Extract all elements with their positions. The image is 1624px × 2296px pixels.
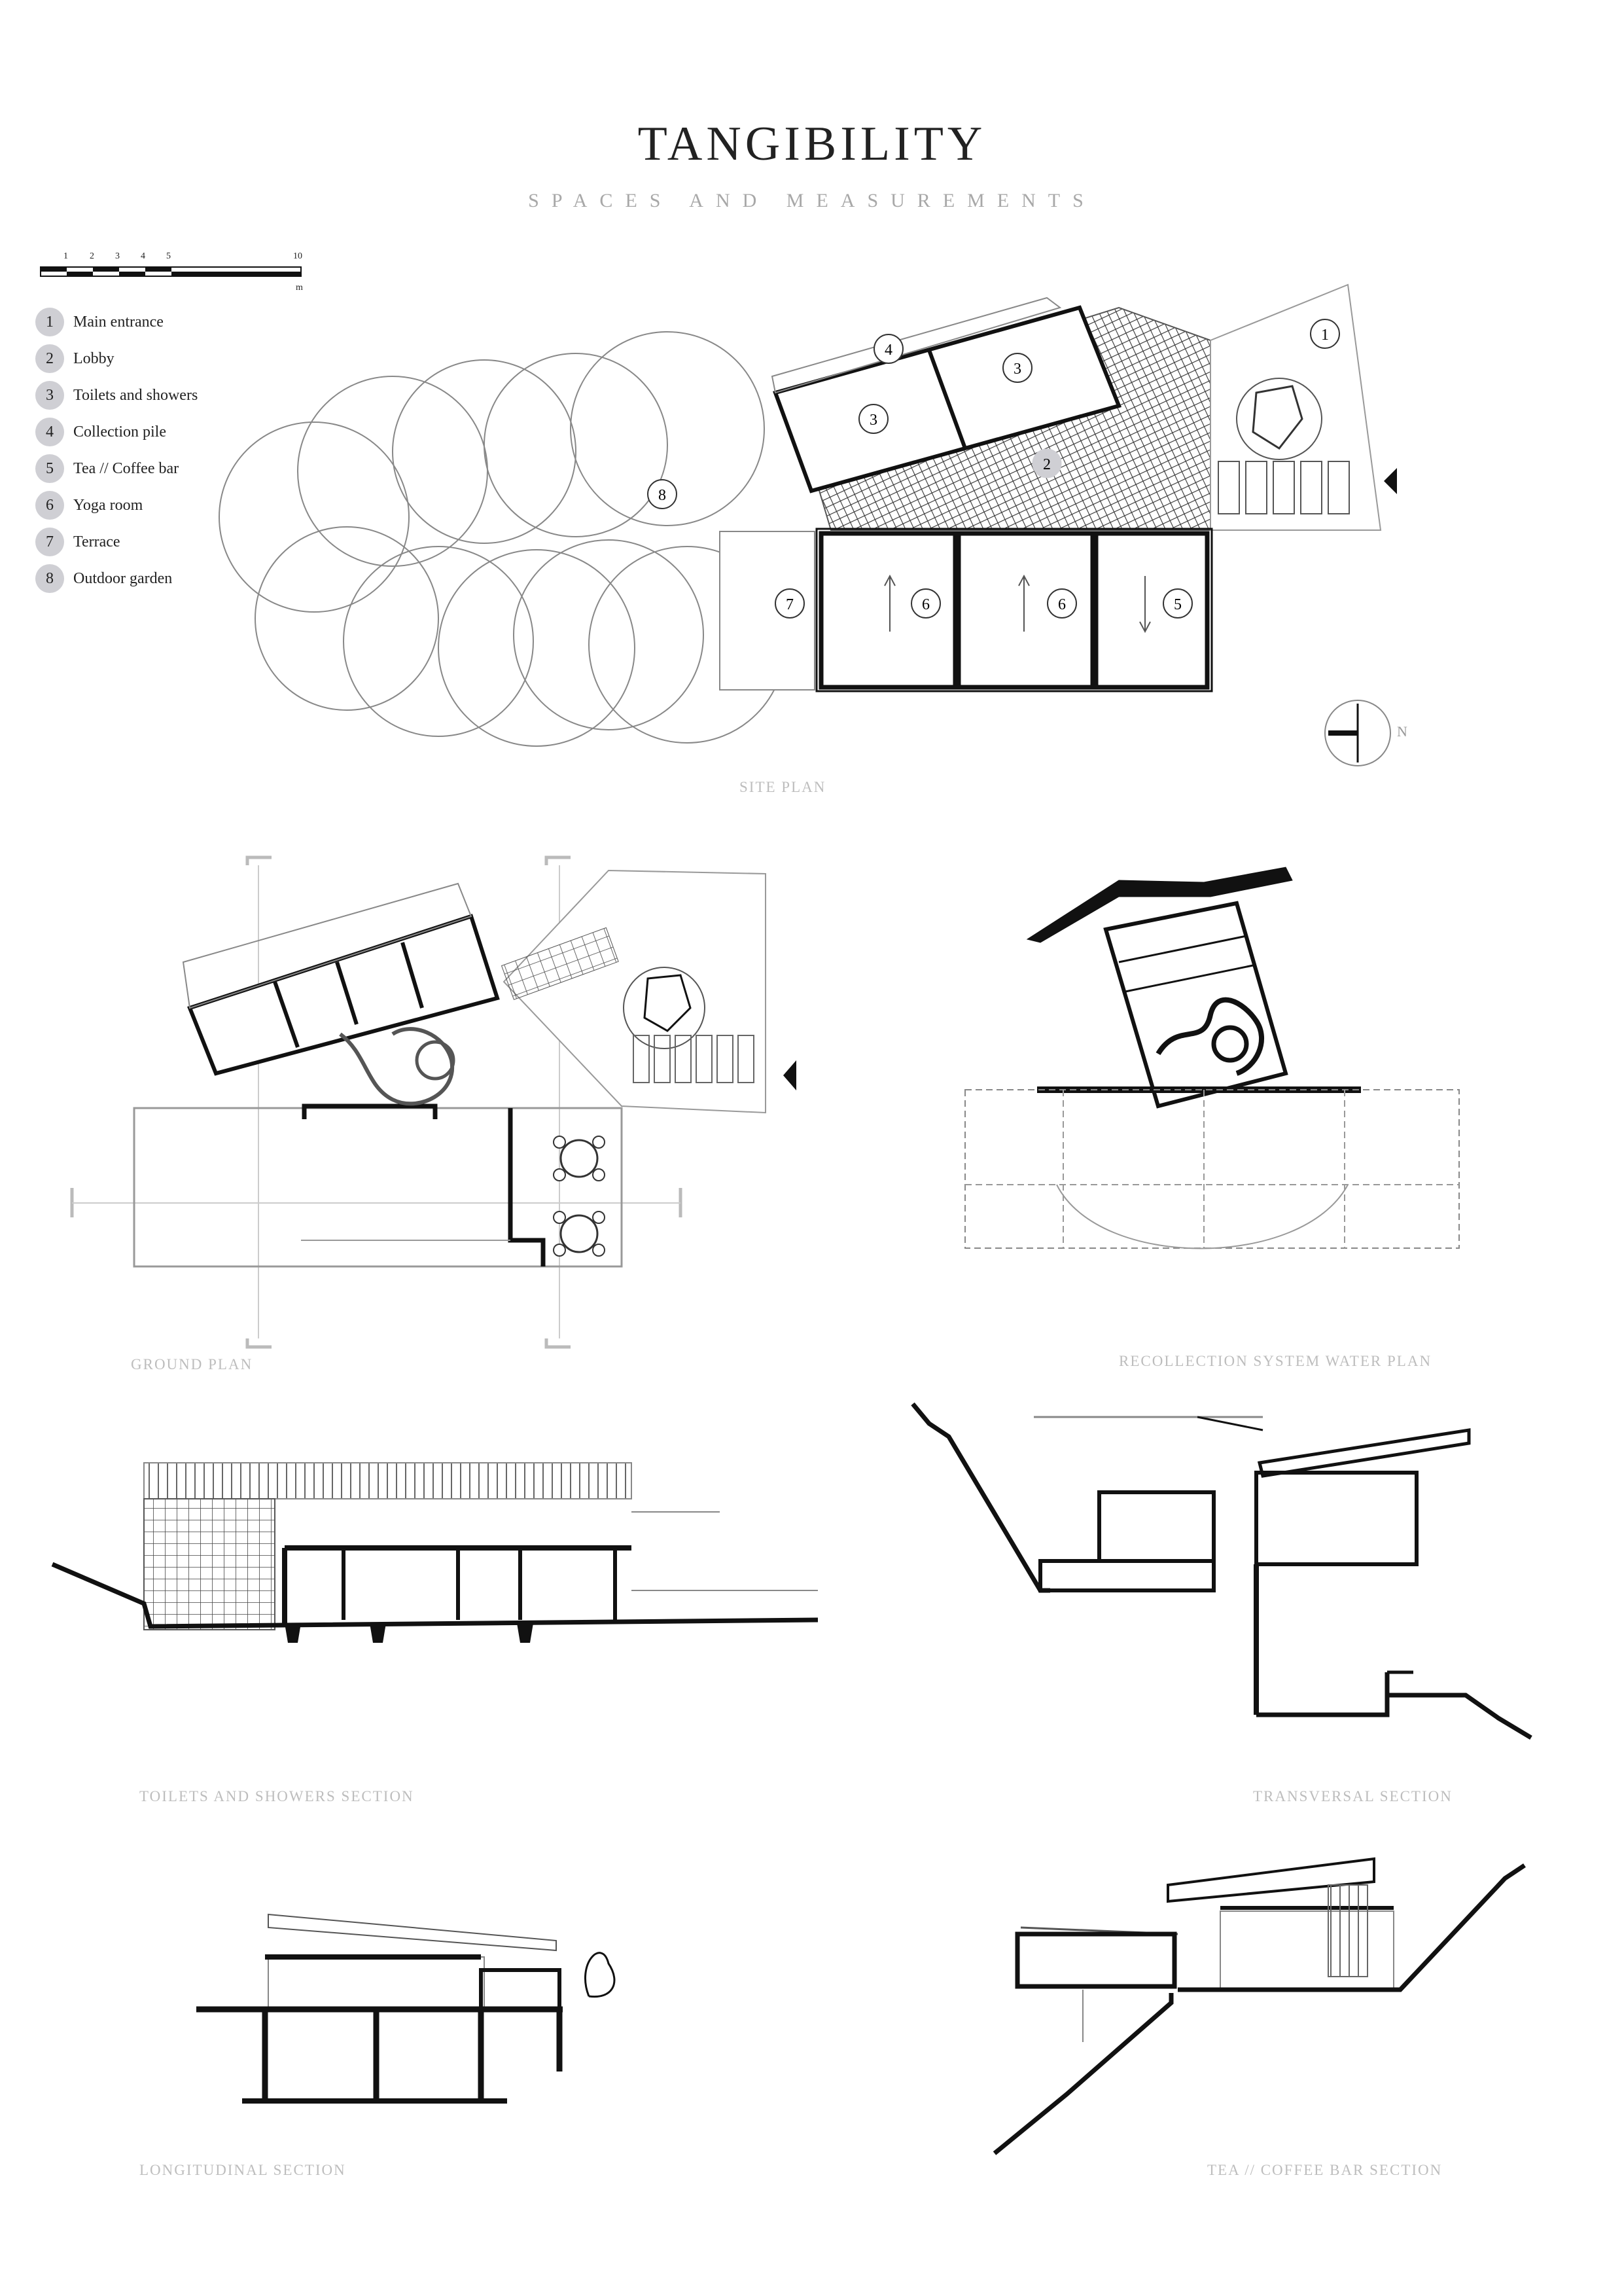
toilets-section [52,1463,818,1643]
legend-number: 6 [35,491,64,520]
scale-tick-2: 2 [90,251,94,261]
svg-text:7: 7 [786,596,794,613]
scale-unit: m [296,283,303,293]
svg-text:8: 8 [658,487,666,504]
garden-circles [219,332,785,746]
scale-tick-4: 4 [141,251,145,261]
legend-label: Main entrance [73,313,164,331]
legend-number: 2 [35,344,64,373]
legend-number: 3 [35,381,64,410]
scale-tick-5: 5 [166,251,171,261]
yoga-rooms [821,533,1207,687]
ground-plan [72,857,796,1347]
marker-1 [1311,319,1339,348]
marker-6b [1048,589,1076,618]
marker-5 [1163,589,1192,618]
caption-transversal-section: TRANSVERSAL SECTION [1253,1788,1453,1804]
caption-site-plan: SITE PLAN [739,779,826,795]
site-plan [219,285,1397,766]
tea-section [995,1859,1525,2153]
scale-tick-10: 10 [293,251,302,261]
legend-label: Tea // Coffee bar [73,459,179,477]
legend-number: 4 [35,418,64,446]
marker-3a [859,404,888,433]
transversal-section [913,1404,1531,1738]
entrance-wedge [1210,285,1381,530]
legend-label: Collection pile [73,423,166,440]
legend-number: 1 [35,308,64,336]
longitudinal-section [196,1914,614,2101]
marker-7 [775,589,804,618]
svg-text:3: 3 [870,412,877,429]
caption-toilets-section: TOILETS AND SHOWERS SECTION [139,1788,414,1804]
svg-text:3: 3 [1014,361,1021,378]
water-plan [965,867,1459,1249]
page-subtitle: SPACES AND MEASUREMENTS [528,190,1096,211]
marker-6a [911,589,940,618]
legend-number: 7 [35,528,64,556]
legend-number: 5 [35,454,64,483]
legend-label: Lobby [73,350,115,367]
caption-water-plan: RECOLLECTION SYSTEM WATER PLAN [1119,1353,1432,1369]
marker-8 [648,480,677,509]
svg-text:1: 1 [1321,327,1329,344]
page-title: TANGIBILITY [637,117,987,171]
marker-4 [874,334,903,363]
caption-ground-plan: GROUND PLAN [131,1356,253,1372]
legend-label: Toilets and showers [73,386,198,404]
north-label: N [1397,723,1407,740]
legend-label: Yoga room [73,496,143,514]
scale-tick-3: 3 [115,251,120,261]
legend-number: 8 [35,564,64,593]
marker-3b [1003,353,1032,382]
caption-tea-section: TEA // COFFEE BAR SECTION [1207,2162,1443,2178]
svg-text:6: 6 [922,596,930,613]
legend-label: Outdoor garden [73,569,173,587]
svg-text:2: 2 [1043,456,1051,473]
marker-2 [1033,449,1061,478]
svg-text:4: 4 [885,342,892,359]
caption-longitudinal-section: LONGITUDINAL SECTION [139,2162,346,2178]
scale-bar [41,267,301,276]
scale-tick-1: 1 [63,251,68,261]
legend-label: Terrace [73,533,120,550]
svg-text:5: 5 [1174,596,1182,613]
svg-text:6: 6 [1058,596,1066,613]
